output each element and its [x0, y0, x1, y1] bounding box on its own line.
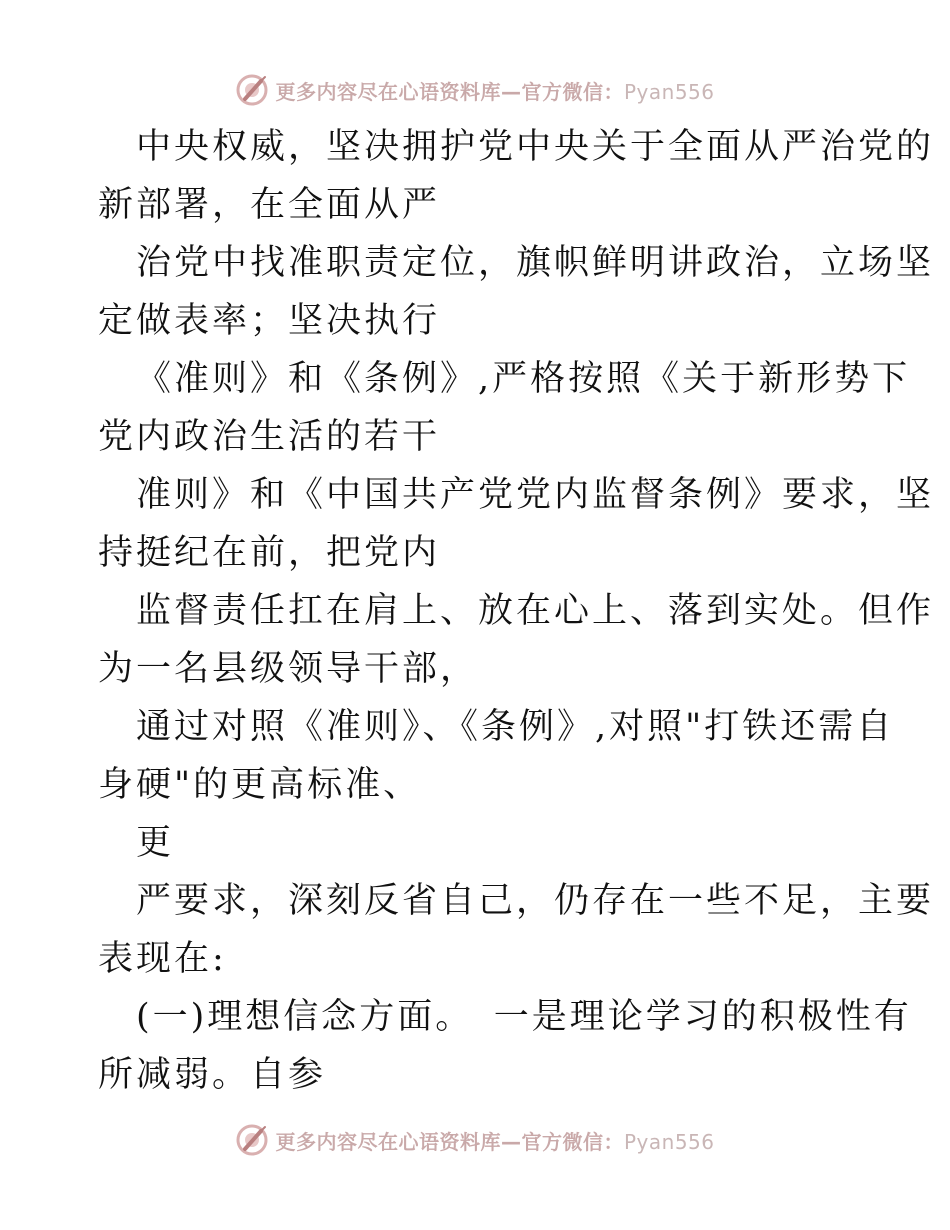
- paragraph-line: 准则》和《中国共产党党内监督条例》要求，坚: [136, 475, 935, 515]
- watermark-label: 更多内容尽在心语资料库—官方微信：: [275, 79, 624, 104]
- paragraph-line: (一)理想信念方面。 一是理论学习的积极性有: [136, 997, 912, 1037]
- paragraph-line: 所减弱。自参: [98, 1055, 327, 1095]
- paragraph-line: 党内政治生活的若干: [98, 417, 441, 457]
- watermark-account: Pyan556: [623, 79, 715, 104]
- paragraph-line: 监督责任扛在肩上、放在心上、落到实处。但作: [136, 591, 935, 631]
- watermark-text: [275, 1126, 714, 1155]
- paragraph-line: 更: [136, 823, 175, 863]
- document-body: [98, 118, 935, 1104]
- watermark-logo-icon: [235, 1123, 269, 1157]
- watermark-text: [275, 76, 714, 105]
- paragraph-6: [98, 698, 895, 814]
- paragraph-5: [98, 582, 935, 698]
- watermark-logo-icon: [235, 73, 269, 107]
- paragraph-2: [98, 234, 935, 350]
- paragraph-7: [98, 814, 858, 872]
- paragraph-8: [98, 872, 935, 988]
- paragraph-line: 中央权威，坚决拥护党中央关于全面从严治党的: [136, 127, 935, 167]
- watermark-header: [0, 70, 950, 110]
- paragraph-line: 通过对照《准则》、《条例》,对照"打铁还需自: [136, 707, 895, 747]
- paragraph-4: [98, 466, 935, 582]
- paragraph-line: 定做表率；坚决执行: [98, 301, 441, 341]
- paragraph-line: 为一名县级领导干部，: [98, 649, 479, 689]
- watermark-label: 更多内容尽在心语资料库—官方微信：: [275, 1129, 624, 1154]
- paragraph-line: 持挺纪在前，把党内: [98, 533, 441, 573]
- paragraph-line: 《准则》和《条例》,严格按照《关于新形势下: [136, 359, 911, 399]
- paragraph-line: 身硬"的更高标准、: [98, 765, 422, 805]
- paragraph-9: [98, 988, 912, 1104]
- paragraph-line: 严要求，深刻反省自己，仍存在一些不足，主要: [136, 881, 935, 921]
- paragraph-line: 表现在:: [98, 939, 227, 979]
- watermark-account: Pyan556: [623, 1129, 715, 1154]
- paragraph-line: 治党中找准职责定位，旗帜鲜明讲政治，立场坚: [136, 243, 935, 283]
- paragraph-3: [98, 350, 911, 466]
- paragraph-1: [98, 118, 935, 234]
- watermark-footer: [0, 1120, 950, 1160]
- paragraph-line: 新部署，在全面从严: [98, 185, 441, 225]
